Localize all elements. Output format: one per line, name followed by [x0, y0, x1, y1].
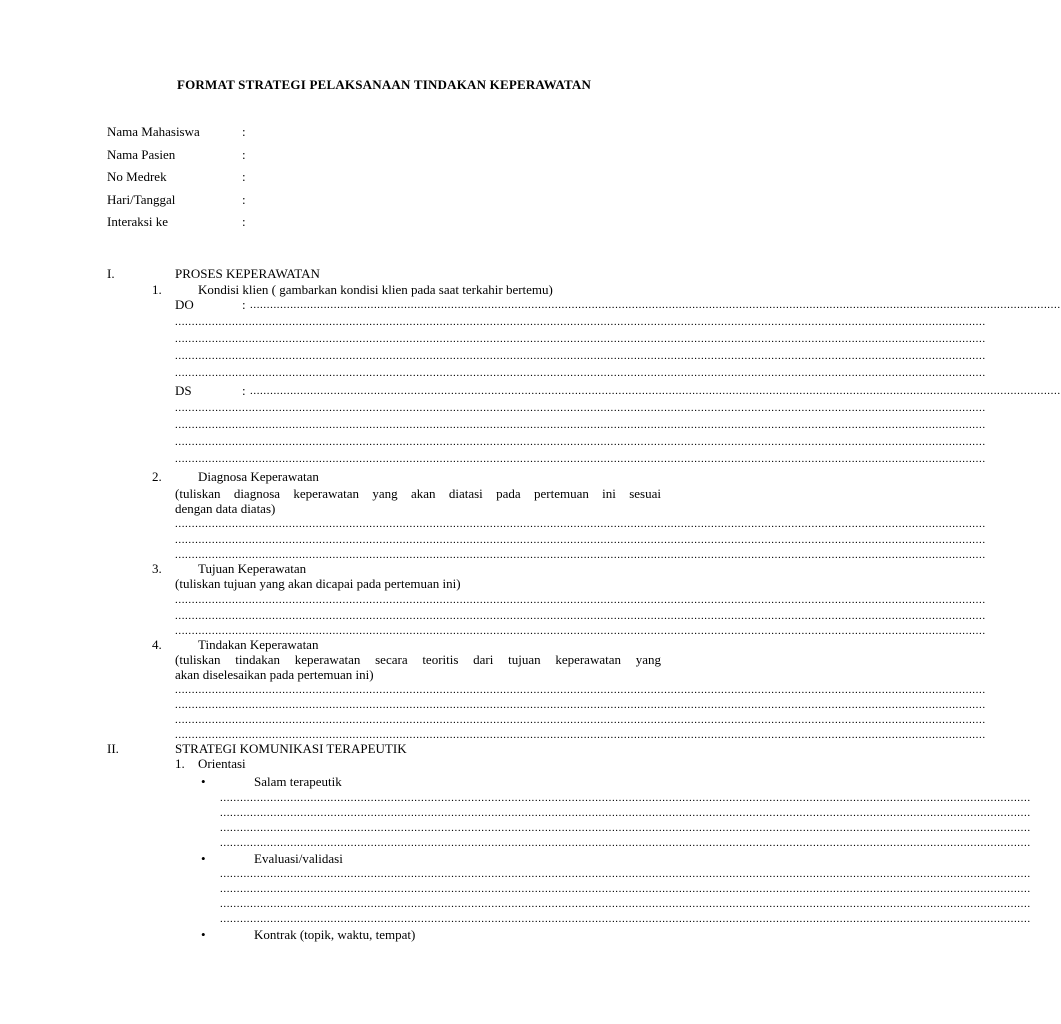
dotted-line: .................................................................................................................................................................................................................................................. [220, 898, 1031, 910]
item-label: Orientasi [198, 756, 246, 771]
ds-label: DS [175, 383, 192, 398]
bullet-icon: • [201, 927, 206, 942]
item-note: (tuliskan diagnosa keperawatan yang akan diatasi pada pertemuan ini sesuai [175, 486, 661, 501]
item-note: (tuliskan tindakan keperawatan secara teoritis dari tujuan keperawatan yang [175, 652, 661, 667]
field-separator: : [242, 147, 246, 162]
dotted-line: .................................................................................................................................................................................................................................................. [250, 299, 1061, 311]
dotted-line: .................................................................................................................................................................................................................................................. [175, 436, 986, 448]
dotted-line: .................................................................................................................................................................................................................................................. [175, 350, 986, 362]
dotted-line: .................................................................................................................................................................................................................................................. [175, 419, 986, 431]
item-label: Tujuan Keperawatan [198, 561, 307, 576]
bullet-icon: • [201, 774, 206, 789]
item-note: dengan data diatas) [175, 501, 276, 516]
dotted-line: .................................................................................................................................................................................................................................................. [220, 807, 1031, 819]
bullet-label: Salam terapeutik [254, 774, 342, 789]
dotted-line: .................................................................................................................................................................................................................................................. [220, 868, 1031, 880]
field-label-nama-pasien: Nama Pasien [107, 147, 176, 162]
dotted-line: .................................................................................................................................................................................................................................................. [220, 792, 1031, 804]
dotted-line: .................................................................................................................................................................................................................................................. [220, 913, 1031, 925]
item-label: Diagnosa Keperawatan [198, 469, 319, 484]
dotted-line: .................................................................................................................................................................................................................................................. [175, 518, 986, 530]
field-label-no-medrek: No Medrek [107, 169, 167, 184]
item-note: akan diselesaikan pada pertemuan ini) [175, 667, 374, 682]
dotted-line: .................................................................................................................................................................................................................................................. [220, 822, 1031, 834]
field-label-hari-tanggal: Hari/Tanggal [107, 192, 176, 207]
item-label: Tindakan Keperawatan [198, 637, 319, 652]
item-label: Kondisi klien ( gambarkan kondisi klien pada saat terkahir bertemu) [198, 282, 553, 297]
field-separator: : [242, 297, 246, 312]
field-label-interaksi-ke: Interaksi ke [107, 214, 169, 229]
field-label-nama-mahasiswa: Nama Mahasiswa [107, 124, 200, 139]
dotted-line: .................................................................................................................................................................................................................................................. [220, 837, 1031, 849]
section-heading: STRATEGI KOMUNIKASI TERAPEUTIK [175, 741, 407, 756]
field-separator: : [242, 124, 246, 139]
bullet-icon: • [201, 851, 206, 866]
item-number: 2. [152, 469, 162, 484]
dotted-line: .................................................................................................................................................................................................................................................. [175, 316, 986, 328]
dotted-line: .................................................................................................................................................................................................................................................. [175, 333, 986, 345]
field-separator: : [242, 192, 246, 207]
item-number: 1. [175, 756, 185, 771]
section-number: II. [107, 741, 119, 756]
dotted-line: .................................................................................................................................................................................................................................................. [250, 385, 1061, 397]
dotted-line: .................................................................................................................................................................................................................................................. [220, 883, 1031, 895]
section-number: I. [107, 266, 115, 281]
dotted-line: .................................................................................................................................................................................................................................................. [175, 729, 986, 741]
field-separator: : [242, 383, 246, 398]
bullet-label: Evaluasi/validasi [254, 851, 343, 866]
dotted-line: .................................................................................................................................................................................................................................................. [175, 534, 986, 546]
item-number: 3. [152, 561, 162, 576]
dotted-line: .................................................................................................................................................................................................................................................. [175, 625, 986, 637]
dotted-line: .................................................................................................................................................................................................................................................. [175, 453, 986, 465]
dotted-line: .................................................................................................................................................................................................................................................. [175, 594, 986, 606]
dotted-line: .................................................................................................................................................................................................................................................. [175, 367, 986, 379]
dotted-line: .................................................................................................................................................................................................................................................. [175, 699, 986, 711]
dotted-line: .................................................................................................................................................................................................................................................. [175, 714, 986, 726]
document-title: FORMAT STRATEGI PELAKSANAAN TINDAKAN KEPERAWATAN [176, 77, 592, 92]
section-heading: PROSES KEPERAWATAN [175, 266, 320, 281]
item-number: 4. [152, 637, 162, 652]
dotted-line: .................................................................................................................................................................................................................................................. [175, 402, 986, 414]
do-label: DO [175, 297, 194, 312]
field-separator: : [242, 169, 246, 184]
item-number: 1. [152, 282, 162, 297]
item-note: (tuliskan tujuan yang akan dicapai pada pertemuan ini) [175, 576, 461, 591]
bullet-label: Kontrak (topik, waktu, tempat) [254, 927, 416, 942]
field-separator: : [242, 214, 246, 229]
dotted-line: .................................................................................................................................................................................................................................................. [175, 684, 986, 696]
dotted-line: .................................................................................................................................................................................................................................................. [175, 610, 986, 622]
dotted-line: .................................................................................................................................................................................................................................................. [175, 549, 986, 561]
